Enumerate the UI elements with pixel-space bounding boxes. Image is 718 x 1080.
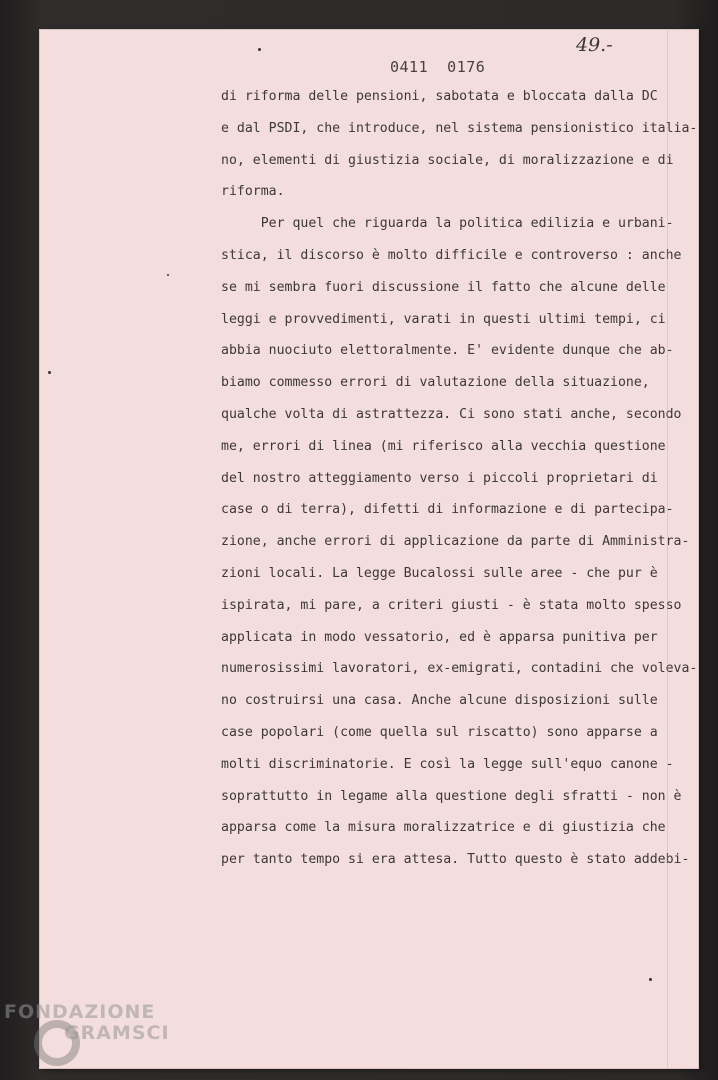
text-line: Per quel che riguarda la politica edilizia e urbani- xyxy=(221,216,674,232)
watermark-line1: FONDAZIONE xyxy=(4,1001,156,1023)
text-line: abbia nuociuto elettoralmente. E' evidente dunque che ab- xyxy=(221,343,674,359)
text-line: me, errori di linea (mi riferisco alla vecchia questione xyxy=(221,438,666,454)
text-line: stica, il discorso è molto difficile e controverso : anche xyxy=(221,247,682,263)
text-line: no costruirsi una casa. Anche alcune disposizioni sulle xyxy=(221,693,658,709)
text-line: case o di terra), difetti di informazione e di partecipa- xyxy=(221,502,674,518)
ink-speck xyxy=(258,48,261,51)
text-line: no, elementi di giustizia sociale, di moralizzazione e di xyxy=(221,152,674,168)
text-line: e dal PSDI, che introduce, nel sistema pensionistico italia- xyxy=(221,120,698,136)
text-line: del nostro atteggiamento verso i piccoli proprietari di xyxy=(221,470,658,486)
text-line: apparsa come la misura moralizzatrice e di giustizia che xyxy=(221,820,666,836)
text-line: biamo commesso errori di valutazione della situazione, xyxy=(221,375,650,391)
text-line: soprattutto in legame alla questione degli sfratti - non è xyxy=(221,788,682,804)
text-line: case popolari (come quella sul riscatto) sono apparse a xyxy=(221,724,658,740)
text-line: leggi e provvedimenti, varati in questi ultimi tempi, ci xyxy=(221,311,666,327)
watermark-logo xyxy=(4,1000,204,1080)
body-text xyxy=(221,87,698,882)
page-number: 49.- xyxy=(576,34,613,56)
text-line: per tanto tempo si era attesa. Tutto questo è stato addebi- xyxy=(221,852,690,868)
text-line: molti discriminatorie. E così la legge sull'equo canone - xyxy=(221,756,674,772)
text-line: zione, anche errori di applicazione da parte di Amministra- xyxy=(221,534,690,550)
watermark-line2: GRAMSCI xyxy=(64,1022,170,1044)
ink-speck xyxy=(649,978,652,981)
document-page xyxy=(40,30,698,1068)
text-line: riforma. xyxy=(221,184,285,200)
text-line: numerosissimi lavoratori, ex-emigrati, contadini che voleva- xyxy=(221,661,698,677)
text-line: se mi sembra fuori discussione il fatto che alcune delle xyxy=(221,279,666,295)
archive-number: 0411 0176 xyxy=(390,58,486,76)
ink-speck xyxy=(167,274,169,276)
text-line: ispirata, mi pare, a criteri giusti - è stata molto spesso xyxy=(221,597,682,613)
text-line: zioni locali. La legge Bucalossi sulle aree - che pur è xyxy=(221,565,658,581)
ink-speck xyxy=(48,371,51,374)
text-line: qualche volta di astrattezza. Ci sono stati anche, secondo xyxy=(221,406,682,422)
text-line: di riforma delle pensioni, sabotata e bloccata dalla DC xyxy=(221,89,658,104)
text-line: applicata in modo vessatorio, ed è apparsa punitiva per xyxy=(221,629,658,645)
